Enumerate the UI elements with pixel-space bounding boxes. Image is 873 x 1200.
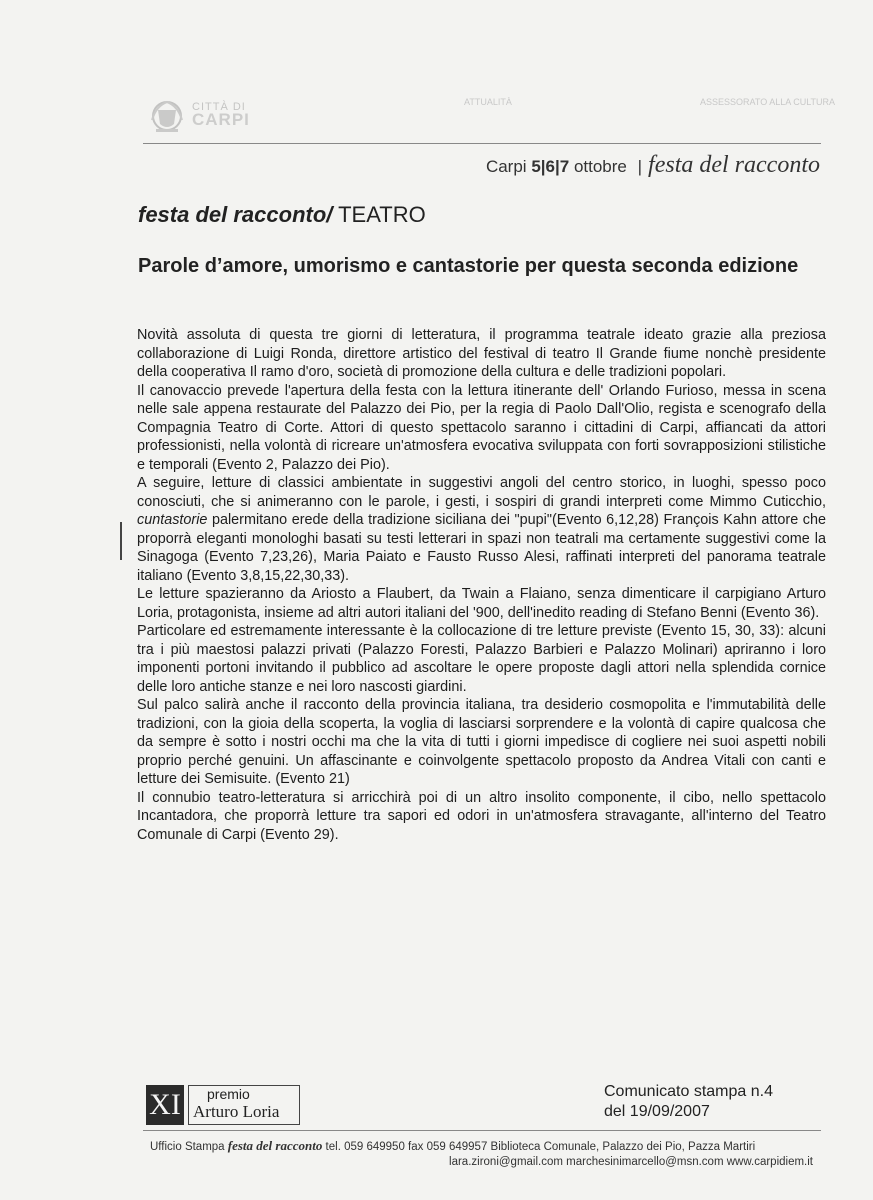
logo-city-name: CARPI	[192, 110, 250, 129]
article-body	[137, 326, 826, 844]
coat-of-arms-icon	[146, 96, 188, 138]
contact-festival: festa del racconto	[227, 1138, 323, 1153]
city-logo	[146, 96, 266, 138]
dates-days: 5|6|7	[531, 157, 570, 176]
paragraph: Le letture spazieranno da Ariosto a Flaubert, da Twain a Flaiano, senza dimenticare il carpigiano Arturo Loria, protagonista, insieme ad altri autori italiani del '900, dell'inedito reading di Stefano Benni (Evento 36).	[137, 586, 826, 621]
footer-divider	[143, 1130, 821, 1131]
contact-info	[150, 1138, 813, 1170]
paragraph: Sul palco salirà anche il racconto della provincia italiana, tra desiderio cosmopolita e l'immutabilità delle tradizioni, con la gioia della scoperta, la voglia di lasciarsi sorprendere e la volontà di capire qualcosa che da sempre è sotto i nostri occhi ma che la vita di tutti i giorni impedisce di cogliere nei suoi aspetti nobili proprio perché genuini. Un affascinante e coinvolgente spettacolo proposto da Andrea Vitali con canti e letture dei Semisuite. (Evento 21)	[137, 697, 826, 787]
title-section: TEATRO	[338, 202, 426, 227]
margin-mark	[120, 522, 122, 560]
paragraph-emphasis: cuntastorie	[137, 512, 208, 528]
dates-separator: |	[637, 157, 643, 176]
faint-header-right: ASSESSORATO ALLA CULTURA	[700, 97, 836, 107]
premio-arturo-loria-logo	[146, 1085, 300, 1125]
badge-numeral: XI	[146, 1085, 184, 1125]
paragraph	[137, 474, 826, 585]
contact-emails: lara.zironi@gmail.com marchesinimarcello@msn.com www.carpidiem.it	[449, 1156, 813, 1168]
paragraph: Il connubio teatro-letteratura si arricchirà poi di un altro insolito componente, il cibo, nello spettacolo Incantadora, che proporrà letture tra sapori ed odori in un'atmosfera stravagante, all'interno del Teatro Comunale di Carpi (Evento 29).	[137, 789, 826, 843]
paragraph: Particolare ed estremamente interessante è la collocazione di tre letture previste (Evento 15, 30, 33): alcuni tra i più maestosi palazzi privati (Palazzo Foresti, Palazzo Barbieri e Palazzo Molinari) apriranno i loro imponenti portoni invitando il pubblico ad ascoltare le opere proposte dagli attori nella splendida cornice delle loro antiche stanze e nei loro nascosti giardini.	[137, 623, 826, 695]
paragraph-text: palermitano erede della tradizione siciliana dei "pupi"(Evento 6,12,28) François Kahn attore che proporrà eleganti monologhi basati su testi letterari in spazi non teatrali ma certamente suggestivi come la Sinagoga (Evento 7,23,26), Maria Paiato e Fausto Russo Alesi, raffinati interpreti del panorama teatrale italiano (Evento 3,8,15,22,30,33).	[137, 512, 826, 584]
page-title	[138, 202, 426, 228]
press-release-number	[604, 1082, 773, 1122]
dates-festival-name: festa del racconto	[648, 152, 820, 178]
paragraph: Il canovaccio prevede l'apertura della festa con la lettura itinerante dell' Orlando Furioso, messa in scena nelle sale appena restaurate del Palazzo dei Pio, per la regia di Paolo Dall'Olio, regista e scenografo della Compagnia Teatro di Corte. Attori di questo spettacolo saranno i cittadini di Carpi, affiancati da attori professionisti, nella volontà di ricreare un'atmosfera evocativa sviluppata con forti sovrapposizioni stilistiche e temporali (Evento 2, Palazzo dei Pio).	[137, 382, 826, 473]
paragraph-text: A seguire, letture di classici ambientate in suggestivi angoli del centro storico, in luoghi, spesso poco conosciuti, che si animeranno con le parole, i gesti, i sospiri di grandi interpreti come Mimmo Cuticchio,	[137, 475, 826, 510]
comunicato-date: del 19/09/2007	[604, 1103, 710, 1120]
contact-prefix: Ufficio Stampa	[150, 1141, 228, 1153]
article-subtitle: Parole d’amore, umorismo e cantastorie per questa seconda edizione	[138, 255, 799, 277]
comunicato-line: Comunicato stampa n.4	[604, 1083, 773, 1100]
paragraph: Novità assoluta di questa tre giorni di letteratura, il programma teatrale ideato grazie alla preziosa collaborazione di Luigi Ronda, direttore artistico del festival di teatro Il Grande fiume nonchè presidente della cooperativa Il ramo d'oro, società di promozione della cultura e delle tradizioni popolari.	[137, 327, 826, 380]
festival-dates	[486, 152, 820, 179]
header-divider	[143, 143, 821, 144]
badge-premio-label: premio	[207, 1086, 250, 1102]
dates-city: Carpi	[485, 157, 527, 176]
title-festival: festa del racconto/	[138, 202, 333, 227]
badge-name: Arturo Loria	[193, 1102, 280, 1121]
contact-address-line	[150, 1138, 813, 1155]
dates-month: ottobre	[573, 157, 627, 176]
badge-box	[188, 1085, 300, 1125]
faint-header-center: ATTUALITÀ	[464, 97, 512, 107]
contact-phone-address: tel. 059 649950 fax 059 649957 Biblioteca Comunale, Palazzo dei Pio, Pazza Martiri	[322, 1141, 756, 1153]
logo-caption: CITTÀ DI	[192, 101, 246, 113]
